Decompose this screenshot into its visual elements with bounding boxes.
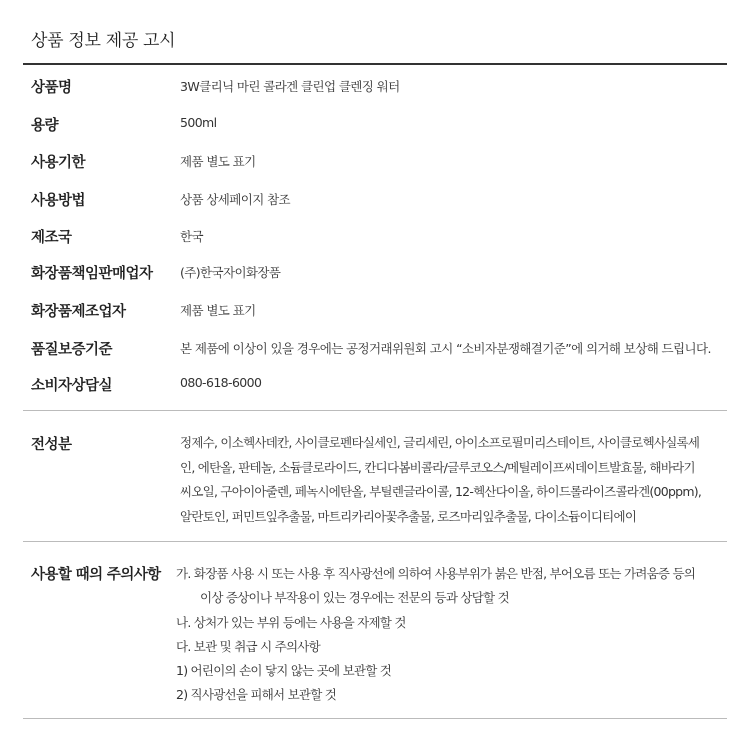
header-divider <box>23 63 727 65</box>
info-divider <box>23 410 727 411</box>
product-info-notice <box>23 0 727 739</box>
info-value-consumer-center: 080-618-6000 <box>180 375 262 390</box>
info-label-product-name: 상품명 <box>31 80 72 96</box>
info-value-volume: 500ml <box>180 115 217 130</box>
info-label-country: 제조국 <box>31 230 72 246</box>
ingredients-line: 씨오일, 구아이아줄렌, 페녹시에탄올, 부틸렌글라이콜, 12-헥산다이올, 하이드롤라이즈콜라겐(00ppm), <box>180 484 702 499</box>
ingredients-line: 정제수, 이소헥사데칸, 사이클로펜타실세인, 글리세린, 아이소프로필미리스테이트, 사이클로헥사실록세 <box>180 435 700 450</box>
info-value-product-name: 3W클리닉 마린 콜라겐 클린업 클렌징 워터 <box>180 79 400 94</box>
caution-line: 1) 어린이의 손이 닿지 않는 곳에 보관할 것 <box>176 663 392 678</box>
info-value-quality: 본 제품에 이상이 있을 경우에는 공정거래위원회 고시 “소비자분쟁해결기준”에 의거해 보상해 드립니다. <box>180 341 711 356</box>
info-label-usage: 사용방법 <box>31 193 86 209</box>
notice-title: 상품 정보 제공 고시 <box>31 31 176 51</box>
caution-line: 나. 상처가 있는 부위 등에는 사용을 자제할 것 <box>176 615 406 630</box>
cautions-label: 사용할 때의 주의사항 <box>31 567 161 583</box>
info-label-quality: 품질보증기준 <box>31 342 113 358</box>
caution-line: 이상 증상이나 부작용이 있는 경우에는 전문의 등과 상담할 것 <box>200 590 509 605</box>
info-label-manufacturer: 화장품제조업자 <box>31 304 126 320</box>
info-value-manufacturer: 제품 별도 표기 <box>180 303 256 318</box>
info-value-expiry: 제품 별도 표기 <box>180 154 256 169</box>
bottom-divider <box>23 718 727 719</box>
info-label-expiry: 사용기한 <box>31 155 86 171</box>
ingredients-divider <box>23 541 727 542</box>
info-value-usage: 상품 상세페이지 참조 <box>180 192 291 207</box>
caution-line: 다. 보관 및 취급 시 주의사항 <box>176 639 320 654</box>
caution-line: 가. 화장품 사용 시 또는 사용 후 직사광선에 의하여 사용부위가 붉은 반점, 부어오름 또는 가려움증 등의 <box>176 566 696 581</box>
ingredients-line: 알란토인, 퍼민트잎추출물, 마트리카리아꽃추출물, 로즈마리잎추출물, 다이소듐이디티에이 <box>180 509 637 524</box>
info-value-distributor: (주)한국자이화장품 <box>180 265 281 280</box>
info-value-country: 한국 <box>180 229 203 244</box>
ingredients-label: 전성분 <box>31 437 72 453</box>
ingredients-line: 인, 에탄올, 판테놀, 소듐클로라이드, 칸디다봄비콜라/글루코오스/메틸레이프씨데이트발효물, 해바라기 <box>180 460 695 475</box>
info-label-distributor: 화장품책임판매업자 <box>31 266 153 282</box>
notice-header <box>23 0 727 64</box>
caution-line: 2) 직사광선을 피해서 보관할 것 <box>176 687 337 702</box>
info-label-volume: 용량 <box>31 118 59 134</box>
info-label-consumer-center: 소비자상담실 <box>31 378 113 394</box>
